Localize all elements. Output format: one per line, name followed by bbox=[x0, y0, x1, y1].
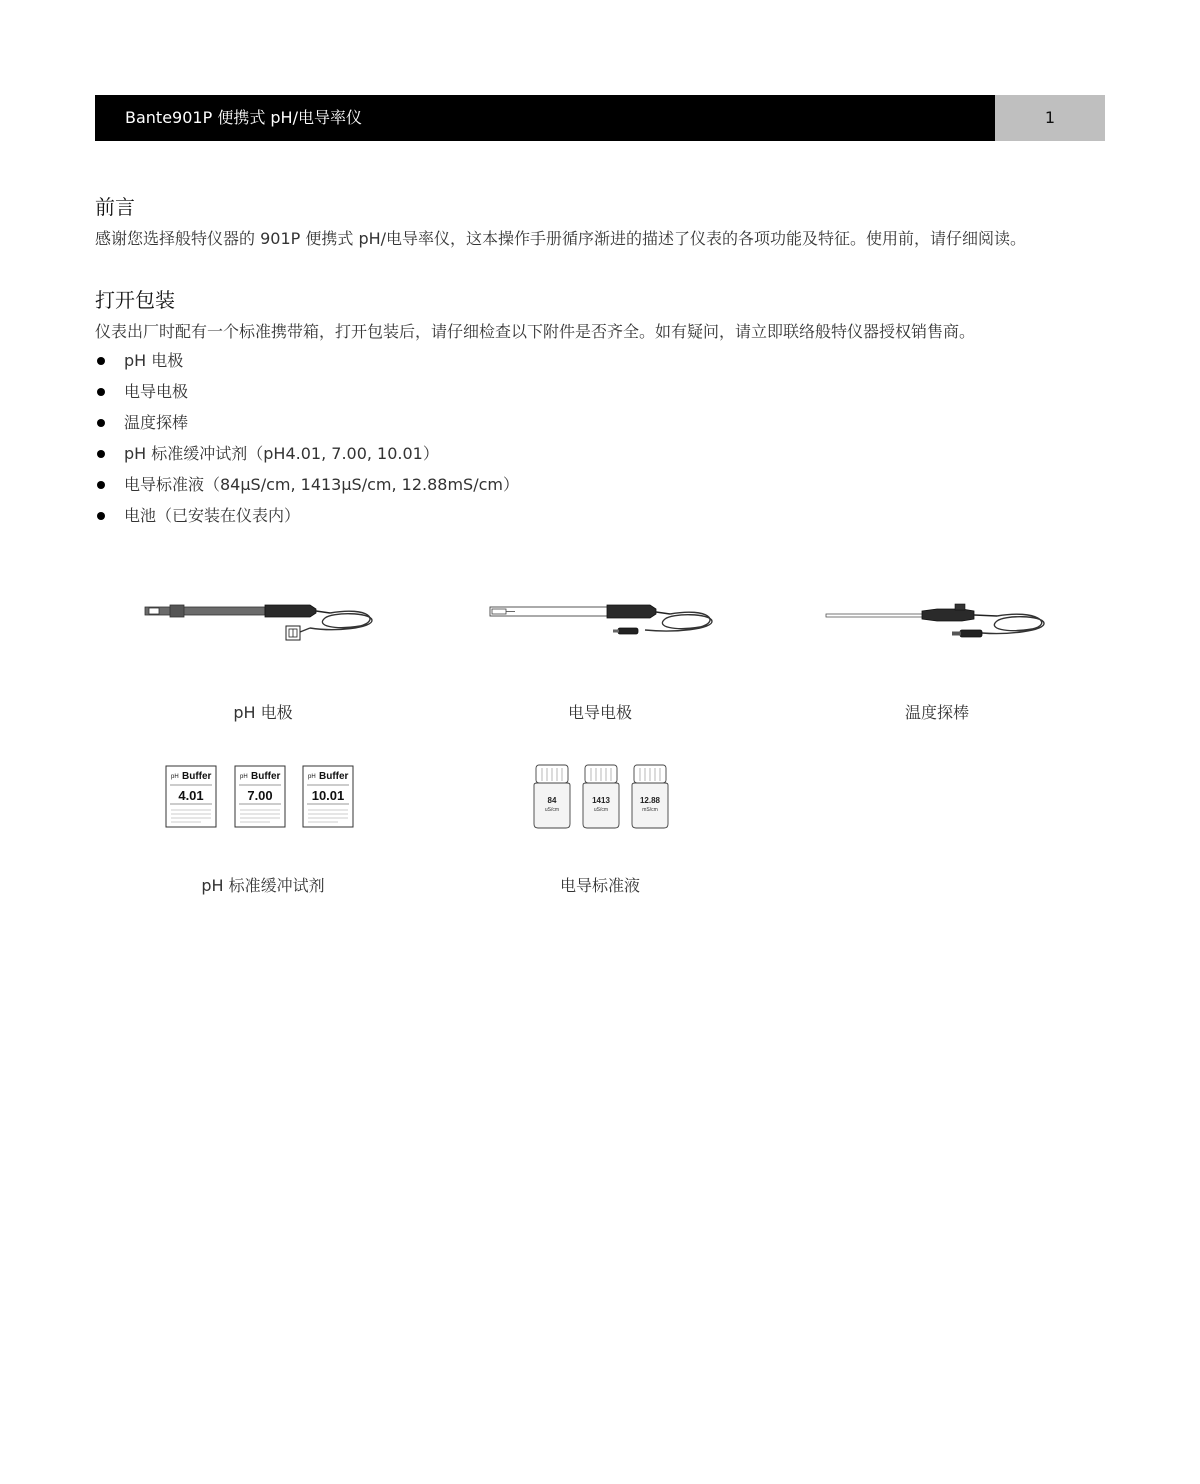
page-number: 1 bbox=[995, 95, 1105, 141]
conductivity-electrode-illustration bbox=[485, 596, 725, 646]
list-item: 电池（已安装在仪表内） bbox=[95, 504, 519, 535]
page-header bbox=[95, 95, 1105, 141]
conductivity-electrode-caption: 电导电极 bbox=[567, 703, 632, 722]
buffer-packet bbox=[166, 766, 216, 827]
standard-bottle bbox=[632, 765, 668, 828]
ph-buffer-caption: pH 标准缓冲试剂 bbox=[201, 876, 325, 895]
buffer-prefix: pH bbox=[240, 774, 248, 780]
temperature-probe-illustration bbox=[822, 596, 1062, 646]
conductivity-standard-caption: 电导标准液 bbox=[559, 876, 640, 895]
unpacking-text: 仪表出厂时配有一个标准携带箱，打开包装后，请仔细检查以下附件是否齐全。如有疑问，请立即联络般特仪器授权销售商。 bbox=[95, 322, 976, 341]
bullet-icon bbox=[97, 512, 105, 520]
ph-electrode-caption: pH 电极 bbox=[233, 703, 293, 722]
bullet-icon bbox=[97, 419, 105, 427]
ph-electrode-illustration bbox=[140, 596, 380, 646]
buffer-label: Buffer bbox=[319, 771, 349, 782]
list-item: pH 标准缓冲试剂（pH4.01, 7.00, 10.01） bbox=[95, 442, 519, 473]
unpacking-heading: 打开包装 bbox=[95, 288, 175, 312]
buffer-packet bbox=[235, 766, 285, 827]
preface-heading: 前言 bbox=[95, 195, 135, 219]
bottle-value: 84 bbox=[547, 796, 557, 805]
bottle-value: 1413 bbox=[592, 796, 610, 805]
buffer-value: 7.00 bbox=[247, 788, 273, 803]
preface-text: 感谢您选择般特仪器的 901P 便携式 pH/电导率仪，这本操作手册循序渐进的描述了仪表的各项功能及特征。使用前，请仔细阅读。 bbox=[95, 229, 1027, 248]
bottle-unit: uS/cm bbox=[544, 807, 560, 813]
accessory-list bbox=[95, 349, 519, 535]
buffer-packet bbox=[303, 766, 353, 827]
bullet-icon bbox=[97, 388, 105, 396]
standard-bottle bbox=[534, 765, 570, 828]
bullet-icon bbox=[97, 357, 105, 365]
buffer-label: Buffer bbox=[182, 771, 212, 782]
buffer-value: 10.01 bbox=[311, 788, 345, 803]
bullet-icon bbox=[97, 481, 105, 489]
header-title: Bante901P 便携式 pH/电导率仪 bbox=[95, 95, 995, 141]
ph-buffer-illustration bbox=[164, 765, 356, 829]
conductivity-standard-illustration bbox=[532, 764, 674, 830]
list-item: pH 电极 bbox=[95, 349, 519, 380]
buffer-prefix: pH bbox=[171, 774, 179, 780]
bottle-value: 12.88 bbox=[639, 796, 661, 805]
list-item: 电导标准液（84μS/cm, 1413μS/cm, 12.88mS/cm） bbox=[95, 473, 519, 504]
bullet-icon bbox=[97, 450, 105, 458]
temperature-probe-caption: 温度探棒 bbox=[904, 703, 969, 722]
bottle-unit: uS/cm bbox=[593, 807, 609, 813]
buffer-value: 4.01 bbox=[178, 788, 204, 803]
standard-bottle bbox=[583, 765, 619, 828]
list-item: 电导电极 bbox=[95, 380, 519, 411]
bottle-unit: mS/cm bbox=[642, 807, 658, 813]
list-item: 温度探棒 bbox=[95, 411, 519, 442]
buffer-label: Buffer bbox=[251, 771, 281, 782]
buffer-prefix: pH bbox=[308, 774, 316, 780]
